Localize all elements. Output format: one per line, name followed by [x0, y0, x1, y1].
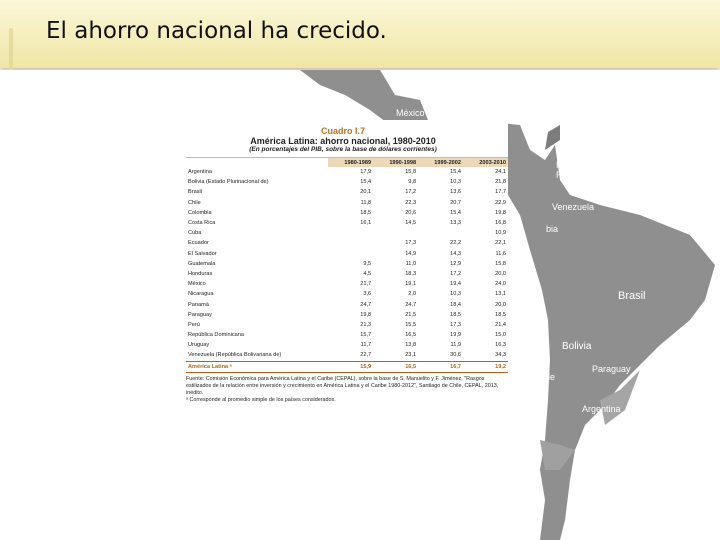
country-cell: Nicaragua: [188, 291, 214, 298]
country-cell: Cuba: [188, 230, 202, 237]
country-cell: Panamá: [188, 301, 209, 308]
table-row: [186, 259, 508, 269]
value-cell: 23,1: [405, 352, 417, 359]
value-cell: 19,8: [360, 311, 372, 318]
map-label-brasil: Brasil: [618, 290, 646, 302]
value-cell: 22,7: [360, 352, 372, 359]
table-body: [186, 167, 508, 372]
footnote-a: ᵃ Corresponde al promedio simple de los países considerados.: [186, 396, 336, 403]
country-cell: Chile: [188, 199, 201, 206]
value-cell: 14,9: [405, 250, 417, 257]
map-label-chile: le: [548, 372, 556, 382]
table-row: [186, 320, 508, 330]
value-cell: 20,0: [495, 270, 506, 277]
value-cell: 22,3: [405, 199, 417, 206]
value-cell: 4,5: [363, 270, 372, 277]
value-cell: 20,1: [360, 189, 372, 196]
value-cell: 15,5: [405, 321, 417, 328]
value-cell: 17,2: [405, 189, 417, 196]
value-cell: 13,1: [495, 291, 506, 298]
value-cell: 15,0: [495, 332, 506, 339]
value-cell: 11,7: [360, 342, 372, 349]
cuadro-label: Cuadro I.7: [320, 126, 365, 136]
value-cell: 17,3: [405, 240, 417, 247]
country-cell: Guatemala: [188, 260, 216, 267]
table-row: [186, 167, 508, 177]
map-label-republica-dominicana: República Dominicana: [560, 132, 651, 142]
value-cell: 11,8: [360, 199, 372, 206]
table-row: [186, 340, 508, 350]
value-cell: [418, 228, 463, 238]
value-cell: 22,1: [495, 240, 506, 247]
value-cell: 17,3: [450, 321, 462, 328]
value-cell: 3,6: [363, 291, 372, 298]
value-cell: 34,3: [495, 352, 506, 359]
value-cell: 19,8: [495, 209, 506, 216]
country-cell: Honduras: [188, 270, 213, 277]
value-cell: 19,9: [450, 332, 462, 339]
value-cell: 11,0: [405, 260, 417, 267]
country-cell: México: [188, 281, 206, 288]
value-cell: 19,4: [450, 281, 462, 288]
map-label-argentina: Argentina: [582, 404, 621, 414]
value-cell: 21,5: [405, 311, 417, 318]
value-cell: 13,8: [405, 342, 417, 349]
header-period: 1990-1998: [373, 158, 418, 168]
country-cell: El Salvador: [188, 250, 217, 257]
table-row: [186, 279, 508, 289]
value-cell: 22,2: [450, 240, 462, 247]
table-row: [186, 289, 508, 299]
table-notes: [186, 376, 504, 404]
value-cell: 15,8: [405, 169, 417, 176]
value-cell: [373, 228, 418, 238]
value-cell: 20,7: [450, 199, 462, 206]
value-cell: 10,3: [450, 179, 462, 186]
value-cell: 22,9: [495, 199, 506, 206]
table-row: [186, 208, 508, 218]
value-cell: 15,4: [450, 169, 462, 176]
cuadro-subtitle: (En porcentajes del PIB, sobre la base de dólares corrientes): [249, 146, 437, 153]
country-cell: Venezuela (República Bolivariana de): [188, 352, 282, 359]
value-cell: 17,7: [495, 189, 506, 196]
value-cell: 16,3: [495, 342, 506, 349]
table-row: [186, 310, 508, 320]
value-cell: 18,4: [450, 301, 462, 308]
value-cell: 9,5: [363, 260, 372, 267]
cuadro-header: [178, 126, 508, 153]
country-cell: Argentina: [188, 169, 212, 176]
value-cell: 15,8: [495, 260, 506, 267]
cuadro-title: América Latina: ahorro nacional, 1980-2010: [250, 136, 436, 146]
table-row: [186, 187, 508, 197]
table-total-row: [186, 361, 508, 372]
value-cell: 11,9: [450, 342, 462, 349]
country-cell: Ecuador: [188, 240, 209, 247]
value-cell: 30,6: [450, 352, 462, 359]
value-cell: 17,9: [360, 169, 372, 176]
value-cell: 13,3: [450, 220, 462, 227]
map-label-mexico: México: [396, 108, 425, 118]
country-cell: Colombia: [188, 209, 212, 216]
map-label-paraguay: Paraguay: [592, 364, 631, 374]
table-header-row: [186, 158, 508, 168]
footnote-source: Fuente: Comisión Económica para América Latina y el Caribe (CEPAL), sobre la base de S. Manuelito y F. Jiménez, "Rasgos estilizados de la relación entre inversión y crecimiento en América Latina y el Caribe 1980-2012", Santiago de Chile, CEPAL, 2013, inédito.: [186, 375, 499, 396]
value-cell: 17,2: [450, 270, 462, 277]
header-period: 1999-2002: [418, 158, 463, 168]
slide-title: El ahorro nacional ha crecido.: [46, 18, 387, 44]
map-label-colombia: bia: [546, 224, 559, 234]
table-row: [186, 218, 508, 228]
value-cell: 21,4: [495, 321, 506, 328]
value-cell: [328, 249, 373, 259]
value-cell: 10,9: [495, 230, 506, 237]
value-cell: 9,8: [408, 179, 417, 186]
value-cell: 24,1: [495, 169, 506, 176]
value-cell: 18,5: [450, 311, 462, 318]
map-label-venezuela: Venezuela: [552, 202, 595, 212]
table-row: [186, 299, 508, 309]
table-row: [186, 198, 508, 208]
slide-title-bar: [0, 0, 720, 68]
map-label-uruguay: Uruguay: [604, 426, 639, 436]
value-cell: 15,7: [360, 332, 372, 339]
country-cell: Bolivia (Estado Plurinacional de): [188, 179, 269, 186]
country-cell: América Latina ᵃ: [186, 361, 328, 372]
value-cell: 16,8: [495, 220, 506, 227]
value-cell: 20,6: [405, 209, 417, 216]
value-cell: 18,3: [405, 270, 417, 277]
value-cell: 18,5: [495, 311, 506, 318]
map-label-bolivia: Bolivia: [562, 341, 592, 352]
value-cell: 20,0: [495, 301, 506, 308]
table-row: [186, 177, 508, 187]
header-country: [186, 158, 328, 168]
value-cell: 13,6: [450, 189, 462, 196]
country-cell: Perú: [188, 321, 200, 328]
table-row: [186, 330, 508, 340]
value-cell: [328, 228, 373, 238]
country-cell: Paraguay: [188, 311, 212, 318]
savings-table: [186, 157, 508, 373]
table-row: [186, 269, 508, 279]
value-cell: 24,0: [495, 281, 506, 288]
value-cell: 18,5: [360, 209, 372, 216]
value-cell: 21,7: [360, 281, 372, 288]
value-cell: 16,5: [373, 361, 418, 372]
value-cell: 19,2: [463, 361, 508, 372]
table-row: [186, 350, 508, 361]
value-cell: 21,3: [360, 321, 372, 328]
value-cell: 16,7: [418, 361, 463, 372]
value-cell: 2,0: [408, 291, 417, 298]
country-cell: Brasil: [188, 189, 202, 196]
cuadro-table-card: [178, 120, 508, 450]
value-cell: 11,6: [495, 250, 506, 257]
country-cell: República Dominicana: [188, 332, 244, 339]
map-label-puerto-rico: Puerto Rico: [556, 160, 583, 180]
value-cell: 16,5: [405, 332, 417, 339]
value-cell: 19,1: [405, 281, 417, 288]
value-cell: 14,3: [450, 250, 462, 257]
header-period: 2003-2010: [463, 158, 508, 168]
value-cell: 16,1: [360, 220, 372, 227]
value-cell: 12,9: [450, 260, 462, 267]
value-cell: 15,9: [328, 361, 373, 372]
value-cell: 10,3: [450, 291, 462, 298]
value-cell: 15,4: [360, 179, 372, 186]
country-cell: Uruguay: [188, 342, 210, 349]
value-cell: [328, 238, 373, 248]
value-cell: 15,4: [450, 209, 462, 216]
table-row: [186, 228, 508, 238]
country-cell: Costa Rica: [188, 220, 216, 227]
value-cell: 24,7: [360, 301, 372, 308]
value-cell: 14,5: [405, 220, 417, 227]
value-cell: 21,8: [495, 179, 506, 186]
header-period: 1980-1989: [328, 158, 373, 168]
table-row: [186, 249, 508, 259]
table-row: [186, 238, 508, 248]
value-cell: 24,7: [405, 301, 417, 308]
